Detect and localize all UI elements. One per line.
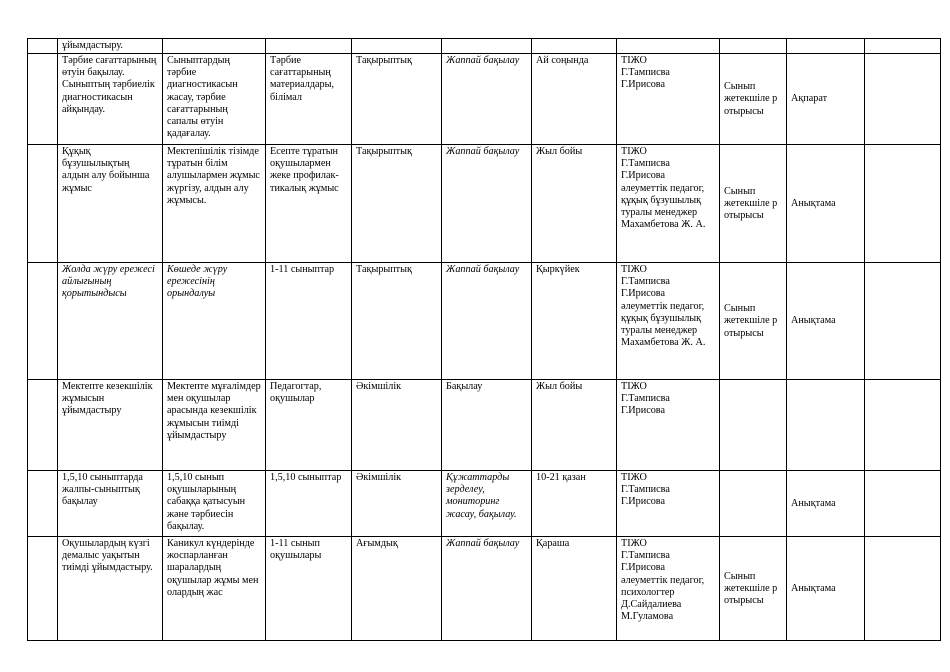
table-cell: Мектепте кезекшілік жұмысын ұйымдастыру — [58, 380, 163, 471]
table-row — [28, 145, 941, 263]
table-cell: Есепте тұратын оқушылармен жеке профилак-тикалық жұмыс — [266, 145, 352, 263]
table-cell: Сынып жетекшіле р отырысы — [720, 537, 787, 641]
table-cell — [28, 54, 58, 145]
table-cell: Жыл бойы — [532, 380, 617, 471]
table-cell: Ақпарат — [787, 54, 865, 145]
table-cell: ТІЖО Г.Тамписва Г.Ирисова әлеуметтік педагог, құқық бұзушылық туралы менеджер Махамбетова Ж. А. — [617, 263, 720, 380]
table-cell — [28, 471, 58, 537]
table-cell: ұйымдастыру. — [58, 39, 163, 54]
table-cell — [787, 380, 865, 471]
table-cell: Тақырыптық — [352, 54, 442, 145]
table-cell: Бақылау — [442, 380, 532, 471]
table-cell: Көшеде жүру ережесінің орындалуы — [163, 263, 266, 380]
table-cell — [865, 54, 941, 145]
table-cell — [865, 263, 941, 380]
table-row — [28, 54, 941, 145]
table-cell: ТІЖО Г.Тамписва Г.Ирисова әлеуметтік педагог, психологтер Д.Сайдалиева М.Гуламова — [617, 537, 720, 641]
table-cell: Әкімшілік — [352, 471, 442, 537]
table-cell: Мектепте мұғалімдер мен оқушылар арасында кезекшілік жұмысын тиімді ұйымдастыру — [163, 380, 266, 471]
table-cell — [865, 537, 941, 641]
table-cell: Жаппай бақылау — [442, 537, 532, 641]
table-row — [28, 39, 941, 54]
table-cell: 1,5,10 сынып оқушыларының сабаққа қатысуын және тәрбиесін бақылау. — [163, 471, 266, 537]
table-cell: Жаппай бақылау — [442, 54, 532, 145]
table-cell: Ай соңында — [532, 54, 617, 145]
table-cell: Тақырыптық — [352, 263, 442, 380]
table-cell: ТІЖО Г.Тамписва Г.Ирисова — [617, 380, 720, 471]
table-cell — [865, 380, 941, 471]
table-cell — [266, 39, 352, 54]
table-cell — [865, 39, 941, 54]
table-cell: Оқушылардың күзгі демалыс уақытын тиімді ұйымдастыру. — [58, 537, 163, 641]
table-cell: Сынып жетекшіле р отырысы — [720, 145, 787, 263]
table-cell: 10-21 қазан — [532, 471, 617, 537]
table-cell — [28, 537, 58, 641]
table-cell — [28, 39, 58, 54]
table-cell — [442, 39, 532, 54]
table-cell — [163, 39, 266, 54]
table-cell: Педагогтар, оқушылар — [266, 380, 352, 471]
table-cell — [617, 39, 720, 54]
table-cell: Жыл бойы — [532, 145, 617, 263]
table-cell — [720, 380, 787, 471]
table-cell — [787, 39, 865, 54]
table-cell: Жолда жүру ережесі айлығының қорытындысы — [58, 263, 163, 380]
table-cell: 1-11 сыныптар — [266, 263, 352, 380]
table-cell: Сынып жетекшіле р отырысы — [720, 54, 787, 145]
table-cell: Қыркүйек — [532, 263, 617, 380]
table-cell — [865, 471, 941, 537]
table-cell — [28, 380, 58, 471]
table-cell: Құжаттарды зерделеу, мониторинг жасау, бақылау. — [442, 471, 532, 537]
table-cell: ТІЖО Г.Тамписва Г.Ирисова әлеуметтік педагог, құқық бұзушылық туралы менеджер Махамбетова Ж. А. — [617, 145, 720, 263]
table-cell: Анықтама — [787, 145, 865, 263]
table-cell: Сыныптардың тәрбие диагностикасын жасау, тәрбие сағаттарының сапалы өтуін қадағалау. — [163, 54, 266, 145]
table-cell — [865, 145, 941, 263]
table-cell: Әкімшілік — [352, 380, 442, 471]
table-cell: Тәрбие сағаттарының материалдары, білімал — [266, 54, 352, 145]
table-cell: Жаппай бақылау — [442, 145, 532, 263]
table-cell: Мектепішілік тізімде тұратын білім алушылармен жұмыс жүргізу, алдын алу жұмысы. — [163, 145, 266, 263]
table-cell: 1,5,10 сыныптар — [266, 471, 352, 537]
table-cell: Анықтама — [787, 263, 865, 380]
table-cell — [28, 145, 58, 263]
table-cell — [720, 39, 787, 54]
table-cell: ТІЖО Г.Тамписва Г.Ирисова — [617, 54, 720, 145]
table-cell: 1,5,10 сыныптарда жалпы-сыныптық бақылау — [58, 471, 163, 537]
table-cell — [532, 39, 617, 54]
table-row — [28, 380, 941, 471]
table-cell: Жаппай бақылау — [442, 263, 532, 380]
table-cell — [352, 39, 442, 54]
table-cell: Анықтама — [787, 537, 865, 641]
table-cell: Тақырыптық — [352, 145, 442, 263]
table-cell: Ағымдық — [352, 537, 442, 641]
table-cell: Анықтама — [787, 471, 865, 537]
table-row — [28, 471, 941, 537]
plan-table — [27, 38, 941, 641]
table-cell: 1-11 сынып оқушылары — [266, 537, 352, 641]
table-cell: Қараша — [532, 537, 617, 641]
table-cell — [720, 471, 787, 537]
table-cell: ТІЖО Г.Тамписва Г.Ирисова — [617, 471, 720, 537]
table-cell — [28, 263, 58, 380]
table-cell: Каникул күндерінде жоспарланған шаралардың оқушылар жұмы мен олардың жас — [163, 537, 266, 641]
table-cell: Тәрбие сағаттарының өтуін бақылау. Сыныптың тәрбиелік диагностикасын айқындау. — [58, 54, 163, 145]
table-row — [28, 537, 941, 641]
table-cell: Құқық бұзушылықтың алдын алу бойынша жұмыс — [58, 145, 163, 263]
table-row — [28, 263, 941, 380]
table-cell: Сынып жетекшіле р отырысы — [720, 263, 787, 380]
